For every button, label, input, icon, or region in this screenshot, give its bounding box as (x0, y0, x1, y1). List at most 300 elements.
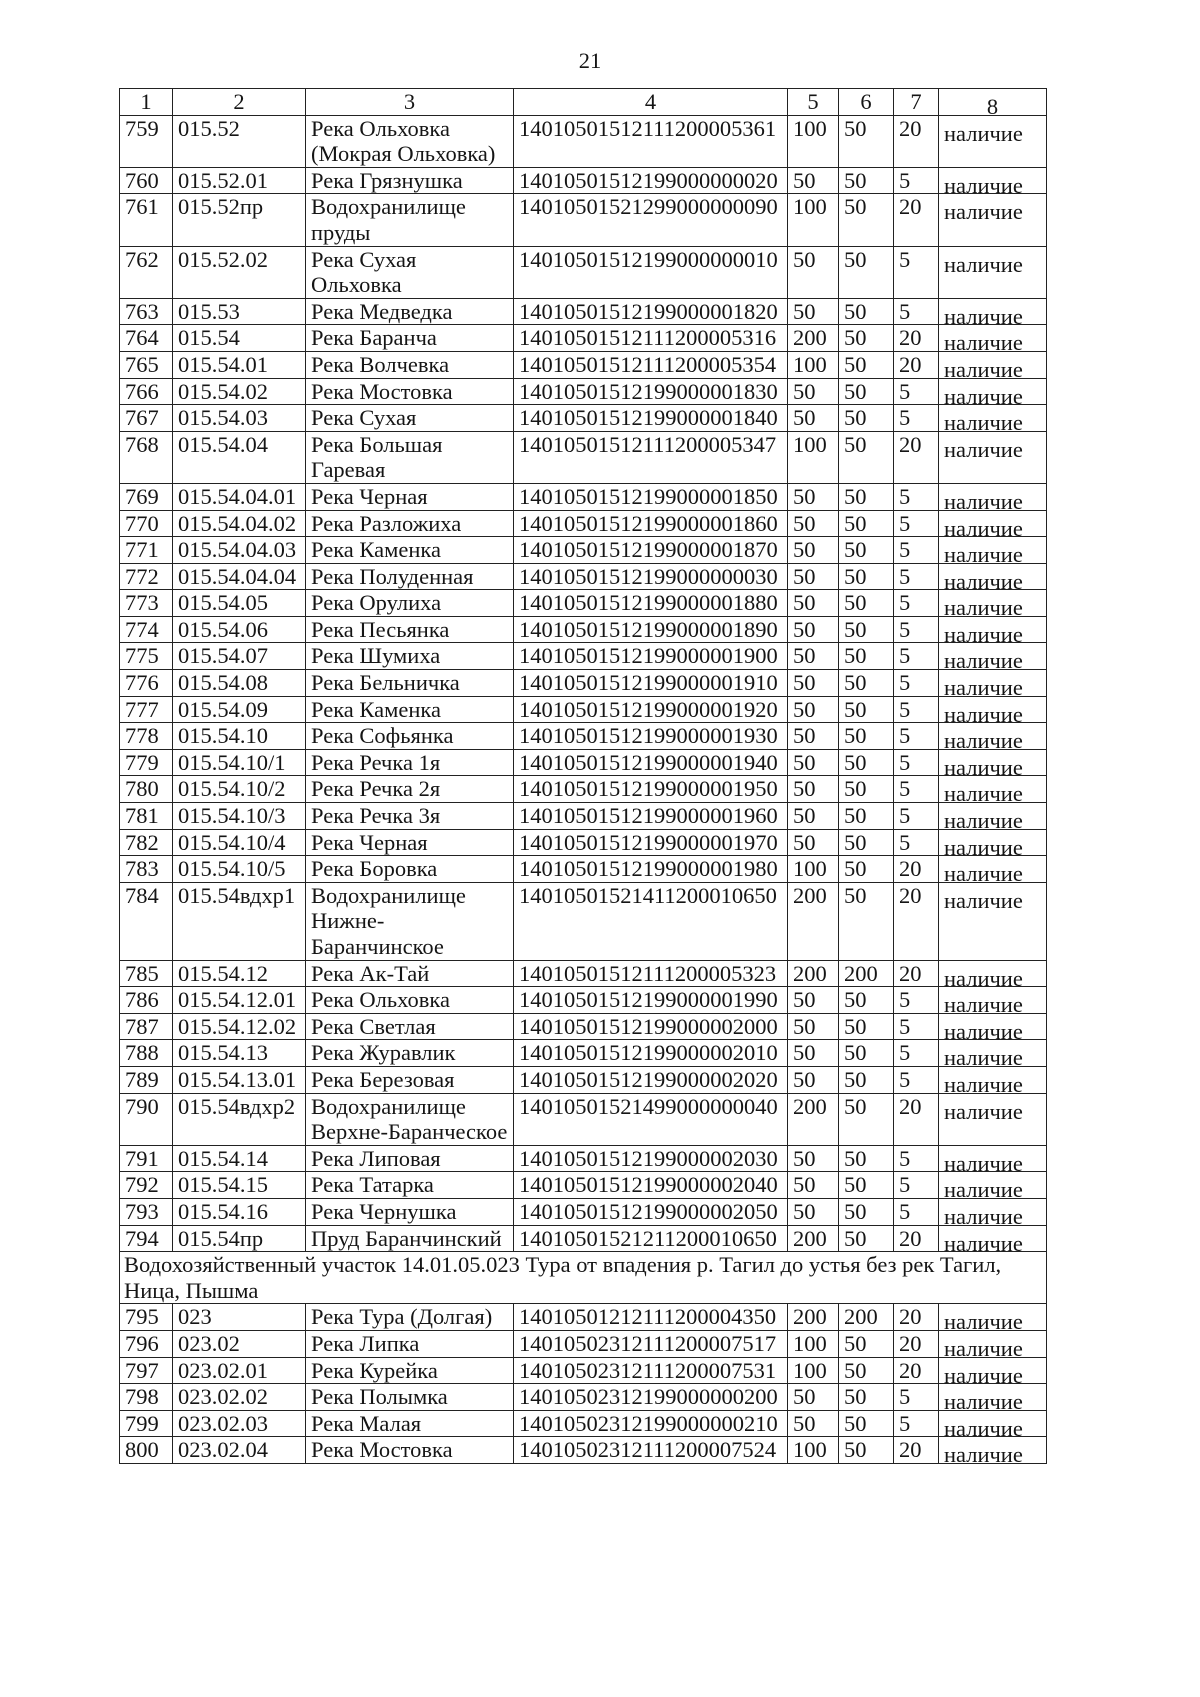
presence-status-cell-text: наличие (944, 410, 1023, 436)
col-5-cell-text: 50 (793, 643, 816, 669)
registry-code-cell-text: 14010501512199000001860 (519, 510, 778, 536)
water-body-name-cell-text: Река Полымка (311, 1384, 448, 1410)
col-6-cell-text: 50 (844, 167, 867, 193)
water-body-name-cell (306, 723, 514, 750)
col-6-cell-text: 50 (844, 1066, 867, 1092)
col-5-cell (788, 643, 839, 670)
col-6-cell-text: 50 (844, 1225, 867, 1251)
table-row (120, 325, 1047, 352)
col-5-cell (788, 1437, 839, 1464)
presence-status-cell-text: наличие (944, 834, 1023, 860)
object-code-cell (173, 405, 306, 432)
col-7-cell (894, 856, 939, 883)
col-7-cell (894, 670, 939, 697)
presence-status-cell-text: наличие (944, 1045, 1023, 1071)
row-number-cell (120, 1198, 173, 1225)
col-6-cell-text: 50 (844, 563, 867, 589)
col-6-cell-text: 50 (844, 696, 867, 722)
presence-status-cell-text: наличие (944, 1150, 1023, 1176)
presence-status-cell-text: наличие (944, 621, 1023, 647)
col-7-cell (894, 1384, 939, 1411)
registry-code-cell (514, 1304, 788, 1331)
water-body-name-cell (306, 1013, 514, 1040)
row-number-cell-text: 759 (125, 115, 159, 141)
col-5-cell-text: 50 (793, 298, 816, 324)
header-cell-text: 2 (233, 89, 245, 114)
registry-code-cell-text: 14010501512199000001830 (519, 378, 778, 404)
col-7-cell (894, 696, 939, 723)
water-body-name-cell-text: Река Курейка (311, 1357, 438, 1383)
col-6-cell-text: 200 (844, 1304, 878, 1330)
col-5-cell (788, 167, 839, 194)
object-code-cell (173, 1093, 306, 1145)
presence-status-cell-text: наличие (944, 675, 1023, 701)
water-body-name-cell (306, 670, 514, 697)
col-7-cell-text: 5 (899, 590, 911, 616)
col-5-cell-text: 50 (793, 563, 816, 589)
col-7-cell-text: 5 (899, 723, 911, 749)
object-code-cell (173, 1066, 306, 1093)
water-body-name-cell-text: Река Речка 2я (311, 776, 441, 802)
row-number-cell-text: 786 (125, 987, 159, 1013)
object-code-cell (173, 1225, 306, 1252)
row-number-cell-text: 792 (125, 1172, 159, 1198)
col-7-cell-text: 5 (899, 1410, 911, 1436)
col-5-cell-text: 50 (793, 246, 816, 272)
row-number-cell-text: 766 (125, 378, 159, 404)
registry-code-cell (514, 431, 788, 483)
water-body-name-cell (306, 803, 514, 830)
object-code-cell-text: 015.54.12.02 (178, 1013, 297, 1039)
col-7-cell (894, 194, 939, 246)
object-code-cell (173, 987, 306, 1014)
row-number-cell-text: 790 (125, 1093, 159, 1119)
row-number-cell (120, 167, 173, 194)
col-5-cell (788, 1225, 839, 1252)
col-7-cell-text: 20 (899, 351, 922, 377)
presence-status-cell-text: наличие (944, 648, 1023, 674)
object-code-cell-text: 015.52.02 (178, 246, 268, 272)
col-7-cell (894, 590, 939, 617)
object-code-cell (173, 960, 306, 987)
registry-code-cell-text: 14010501521499000000040 (519, 1093, 778, 1119)
registry-code-cell-text: 14010502312111200007524 (519, 1437, 777, 1463)
col-7-cell (894, 246, 939, 298)
col-6-cell (839, 1040, 894, 1067)
row-number-cell-text: 763 (125, 298, 159, 324)
col-7-cell-text: 5 (899, 510, 911, 536)
header-cell (839, 89, 894, 116)
col-6-cell (839, 1172, 894, 1199)
object-code-cell (173, 537, 306, 564)
table-row (120, 856, 1047, 883)
col-7-cell (894, 1145, 939, 1172)
presence-status-cell-text: наличие (944, 887, 1023, 913)
water-body-name-cell (306, 1172, 514, 1199)
col-6-cell (839, 643, 894, 670)
object-code-cell (173, 563, 306, 590)
col-5-cell-text: 50 (793, 1198, 816, 1224)
object-code-cell-text: 015.54.07 (178, 643, 268, 669)
registry-code-cell (514, 776, 788, 803)
row-number-cell (120, 1172, 173, 1199)
col-7-cell (894, 1040, 939, 1067)
col-7-cell-text: 5 (899, 1040, 911, 1066)
col-6-cell-text: 50 (844, 115, 867, 141)
object-code-cell (173, 723, 306, 750)
col-5-cell-text: 100 (793, 431, 827, 457)
water-body-name-cell-text: Река Грязнушка (311, 167, 463, 193)
col-7-cell (894, 431, 939, 483)
table-row (120, 483, 1047, 510)
table-row (120, 115, 1047, 167)
water-body-name-cell-text: Река Чернушка (311, 1198, 457, 1224)
row-number-cell (120, 483, 173, 510)
registry-code-cell-text: 14010501512199000001910 (519, 670, 778, 696)
water-body-name-cell-text: Река Журавлик (311, 1040, 456, 1066)
row-number-cell-text: 783 (125, 856, 159, 882)
col-5-cell-text: 50 (793, 405, 816, 431)
col-7-cell-text: 20 (899, 1357, 922, 1383)
col-7-cell (894, 1066, 939, 1093)
registry-code-cell-text: 14010501512199000001950 (519, 776, 778, 802)
registry-code-cell (514, 1198, 788, 1225)
col-7-cell (894, 1304, 939, 1331)
col-5-cell-text: 50 (793, 1410, 816, 1436)
col-7-cell (894, 1172, 939, 1199)
col-7-cell-text: 5 (899, 776, 911, 802)
water-body-name-cell-text: Река Каменка (311, 696, 441, 722)
col-6-cell (839, 194, 894, 246)
registry-code-cell (514, 325, 788, 352)
col-6-cell (839, 670, 894, 697)
col-6-cell-text: 50 (844, 803, 867, 829)
water-body-name-cell-text: Река Волчевка (311, 351, 450, 377)
presence-status-cell-text: наличие (944, 781, 1023, 807)
col-5-cell-text: 50 (793, 590, 816, 616)
row-number-cell (120, 1437, 173, 1464)
row-number-cell-text: 794 (125, 1225, 159, 1251)
water-body-name-cell-text: Пруд Баранчинский (311, 1225, 502, 1251)
col-7-cell (894, 803, 939, 830)
object-code-cell (173, 776, 306, 803)
col-6-cell (839, 325, 894, 352)
row-number-cell-text: 764 (125, 325, 159, 351)
col-5-cell (788, 803, 839, 830)
registry-code-cell-text: 14010501512199000002030 (519, 1145, 778, 1171)
col-5-cell (788, 483, 839, 510)
col-5-cell (788, 1172, 839, 1199)
object-code-cell (173, 167, 306, 194)
col-7-cell (894, 749, 939, 776)
table-row (120, 537, 1047, 564)
water-body-name-cell (306, 1437, 514, 1464)
col-7-cell-text: 5 (899, 537, 911, 563)
water-body-name-cell-text: Река Медведка (311, 298, 453, 324)
registry-code-cell (514, 643, 788, 670)
row-number-cell (120, 1357, 173, 1384)
col-7-cell (894, 1093, 939, 1145)
object-code-cell (173, 1145, 306, 1172)
col-7-cell-text: 5 (899, 167, 911, 193)
object-code-cell-text: 015.52пр (178, 194, 264, 220)
registry-code-cell-text: 14010501512199000001980 (519, 856, 778, 882)
header-cell-text: 3 (403, 89, 416, 114)
col-7-cell (894, 325, 939, 352)
water-body-name-cell (306, 856, 514, 883)
header-cell (939, 89, 1047, 119)
col-6-cell-text: 50 (844, 246, 867, 272)
col-6-cell (839, 1066, 894, 1093)
registry-code-cell (514, 1093, 788, 1145)
col-6-cell-text: 50 (844, 1357, 867, 1383)
water-body-name-cell (306, 1145, 514, 1172)
registry-code-cell-text: 14010501512111200005354 (519, 351, 777, 377)
registry-code-cell-text: 14010501512199000001920 (519, 696, 778, 722)
row-number-cell-text: 799 (125, 1410, 159, 1436)
col-7-cell (894, 1225, 939, 1252)
registry-code-cell (514, 590, 788, 617)
col-7-cell (894, 1013, 939, 1040)
col-7-cell-text: 20 (899, 431, 922, 457)
col-7-cell-text: 5 (899, 563, 911, 589)
object-code-cell (173, 1198, 306, 1225)
col-5-cell (788, 696, 839, 723)
registry-code-cell-text: 14010501512199000001840 (519, 405, 778, 431)
col-6-cell (839, 246, 894, 298)
water-body-name-cell-text: Река Тура (Долгая) (311, 1304, 493, 1330)
object-code-cell (173, 1384, 306, 1411)
col-6-cell-text: 50 (844, 431, 867, 457)
water-bodies-table-body (120, 89, 1047, 1468)
registry-code-cell (514, 1330, 788, 1357)
col-7-cell (894, 378, 939, 405)
col-6-cell-text: 50 (844, 987, 867, 1013)
row-number-cell-text: 785 (125, 960, 159, 986)
col-5-cell-text: 200 (793, 1304, 827, 1330)
water-body-name-cell-text: Река Баранча (311, 325, 437, 351)
col-5-cell-text: 100 (793, 856, 827, 882)
presence-status-cell (939, 246, 1047, 298)
object-code-cell (173, 1013, 306, 1040)
object-code-cell-text: 015.54.16 (178, 1198, 268, 1224)
row-number-cell (120, 696, 173, 723)
col-6-cell-text: 50 (844, 829, 867, 855)
object-code-cell-text: 015.54.10/4 (178, 829, 286, 855)
col-7-cell-text: 5 (899, 803, 911, 829)
registry-code-cell (514, 960, 788, 987)
registry-code-cell-text: 14010501512199000002050 (519, 1198, 778, 1224)
row-number-cell-text: 777 (125, 696, 159, 722)
object-code-cell-text: 015.54.06 (178, 616, 268, 642)
object-code-cell (173, 351, 306, 378)
registry-code-cell-text: 14010501512199000001880 (519, 590, 778, 616)
col-6-cell (839, 1330, 894, 1357)
presence-status-cell-text: наличие (944, 595, 1023, 621)
row-number-cell (120, 616, 173, 643)
presence-status-cell-text: наличие (944, 728, 1023, 754)
col-5-cell-text: 100 (793, 1437, 827, 1463)
col-5-cell-text: 100 (793, 115, 827, 141)
registry-code-cell (514, 378, 788, 405)
water-body-name-cell (306, 1040, 514, 1067)
table-row (120, 776, 1047, 803)
registry-code-cell-text: 14010501512111200005323 (519, 960, 777, 986)
col-5-cell-text: 50 (793, 829, 816, 855)
col-6-cell-text: 50 (844, 776, 867, 802)
col-6-cell-text: 50 (844, 298, 867, 324)
col-7-cell-text: 5 (899, 987, 911, 1013)
object-code-cell (173, 643, 306, 670)
registry-code-cell (514, 670, 788, 697)
presence-status-cell-text: наличие (944, 1335, 1023, 1361)
header-cell-text: 8 (986, 94, 999, 119)
col-5-cell-text: 200 (793, 1093, 827, 1119)
registry-code-cell-text: 14010501512199000002040 (519, 1172, 778, 1198)
water-body-name-cell (306, 298, 514, 325)
col-5-cell (788, 723, 839, 750)
col-5-cell (788, 616, 839, 643)
object-code-cell-text: 015.54.13.01 (178, 1066, 297, 1092)
table-row (120, 1066, 1047, 1093)
col-6-cell (839, 378, 894, 405)
col-6-cell (839, 563, 894, 590)
col-7-cell-text: 5 (899, 1066, 911, 1092)
presence-status-cell-text: наличие (944, 754, 1023, 780)
row-number-cell-text: 788 (125, 1040, 159, 1066)
registry-code-cell-text: 14010501512199000001850 (519, 483, 778, 509)
registry-code-cell (514, 1225, 788, 1252)
object-code-cell-text: 015.54.04.03 (178, 537, 297, 563)
col-7-cell (894, 1330, 939, 1357)
presence-status-cell-text: наличие (944, 1071, 1023, 1097)
presence-status-cell-text: наличие (944, 1098, 1023, 1124)
row-number-cell (120, 643, 173, 670)
water-body-name-cell (306, 194, 514, 246)
row-number-cell (120, 431, 173, 483)
object-code-cell-text: 023.02.02 (178, 1384, 268, 1410)
object-code-cell-text: 015.54.01 (178, 351, 268, 377)
table-row (120, 1093, 1047, 1145)
row-number-cell-text: 774 (125, 616, 159, 642)
col-7-cell-text: 5 (899, 1384, 911, 1410)
registry-code-cell (514, 1145, 788, 1172)
table-row (120, 194, 1047, 246)
registry-code-cell (514, 483, 788, 510)
registry-code-cell (514, 1066, 788, 1093)
presence-status-cell-text: наличие (944, 542, 1023, 568)
col-7-cell-text: 5 (899, 643, 911, 669)
water-body-name-cell (306, 115, 514, 167)
water-body-name-cell (306, 483, 514, 510)
registry-code-cell (514, 1410, 788, 1437)
row-number-cell (120, 325, 173, 352)
object-code-cell-text: 015.54.12.01 (178, 987, 297, 1013)
presence-status-cell-text: наличие (944, 1389, 1023, 1415)
object-code-cell (173, 882, 306, 960)
table-row (120, 987, 1047, 1014)
table-row (120, 829, 1047, 856)
col-6-cell (839, 803, 894, 830)
water-body-name-cell (306, 1357, 514, 1384)
table-row (120, 431, 1047, 483)
col-6-cell (839, 115, 894, 167)
table-row (120, 563, 1047, 590)
row-number-cell (120, 378, 173, 405)
col-7-cell-text: 5 (899, 298, 911, 324)
table-row (120, 1304, 1047, 1331)
col-6-cell (839, 351, 894, 378)
presence-status-cell (939, 1145, 1047, 1176)
registry-code-cell (514, 298, 788, 325)
col-5-cell (788, 1013, 839, 1040)
water-body-name-cell (306, 1225, 514, 1252)
col-7-cell-text: 5 (899, 378, 911, 404)
water-body-name-cell-text: Река Бельничка (311, 670, 460, 696)
col-5-cell-text: 200 (793, 960, 827, 986)
col-5-cell-text: 50 (793, 616, 816, 642)
row-number-cell-text: 772 (125, 563, 159, 589)
water-bodies-table (119, 88, 1047, 1468)
table-row (120, 749, 1047, 776)
object-code-cell-text: 015.54.10/3 (178, 803, 286, 829)
col-7-cell-text: 5 (899, 405, 911, 431)
col-5-cell (788, 749, 839, 776)
row-number-cell-text: 793 (125, 1198, 159, 1224)
row-number-cell (120, 829, 173, 856)
object-code-cell-text: 015.54.10 (178, 723, 268, 749)
col-5-cell (788, 431, 839, 483)
object-code-cell (173, 246, 306, 298)
registry-code-cell (514, 696, 788, 723)
registry-code-cell-text: 14010501512199000001820 (519, 298, 778, 324)
row-number-cell (120, 115, 173, 167)
page-number: 21 (578, 48, 602, 73)
water-body-name-cell-text: Река Ольховка (311, 987, 450, 1013)
row-number-cell (120, 856, 173, 883)
row-number-cell-text: 773 (125, 590, 159, 616)
col-6-cell-text: 50 (844, 405, 867, 431)
col-6-cell-text: 50 (844, 378, 867, 404)
table-row (120, 167, 1047, 194)
object-code-cell (173, 616, 306, 643)
row-number-cell-text: 779 (125, 749, 159, 775)
presence-status-cell-text: наличие (944, 120, 1023, 146)
registry-code-cell (514, 987, 788, 1014)
presence-status-cell-text: наличие (944, 808, 1023, 834)
row-number-cell-text: 776 (125, 670, 159, 696)
row-number-cell (120, 749, 173, 776)
col-5-cell (788, 115, 839, 167)
object-code-cell-text: 015.54.04.02 (178, 510, 297, 536)
table-row (120, 670, 1047, 697)
row-number-cell-text: 760 (125, 167, 159, 193)
col-6-cell-text: 50 (844, 1093, 867, 1119)
col-6-cell (839, 1357, 894, 1384)
col-7-cell (894, 1198, 939, 1225)
col-5-cell-text: 50 (793, 803, 816, 829)
table-header-row (120, 89, 1047, 116)
row-number-cell-text: 762 (125, 246, 159, 272)
water-body-name-cell (306, 590, 514, 617)
col-5-cell-text: 50 (793, 510, 816, 536)
water-body-name-cell (306, 616, 514, 643)
col-5-cell (788, 194, 839, 246)
water-body-name-cell-text: Река Березовая (311, 1066, 455, 1092)
table-row (120, 1357, 1047, 1384)
col-5-cell-text: 50 (793, 1172, 816, 1198)
water-body-name-cell-text: Река Шумиха (311, 643, 441, 669)
